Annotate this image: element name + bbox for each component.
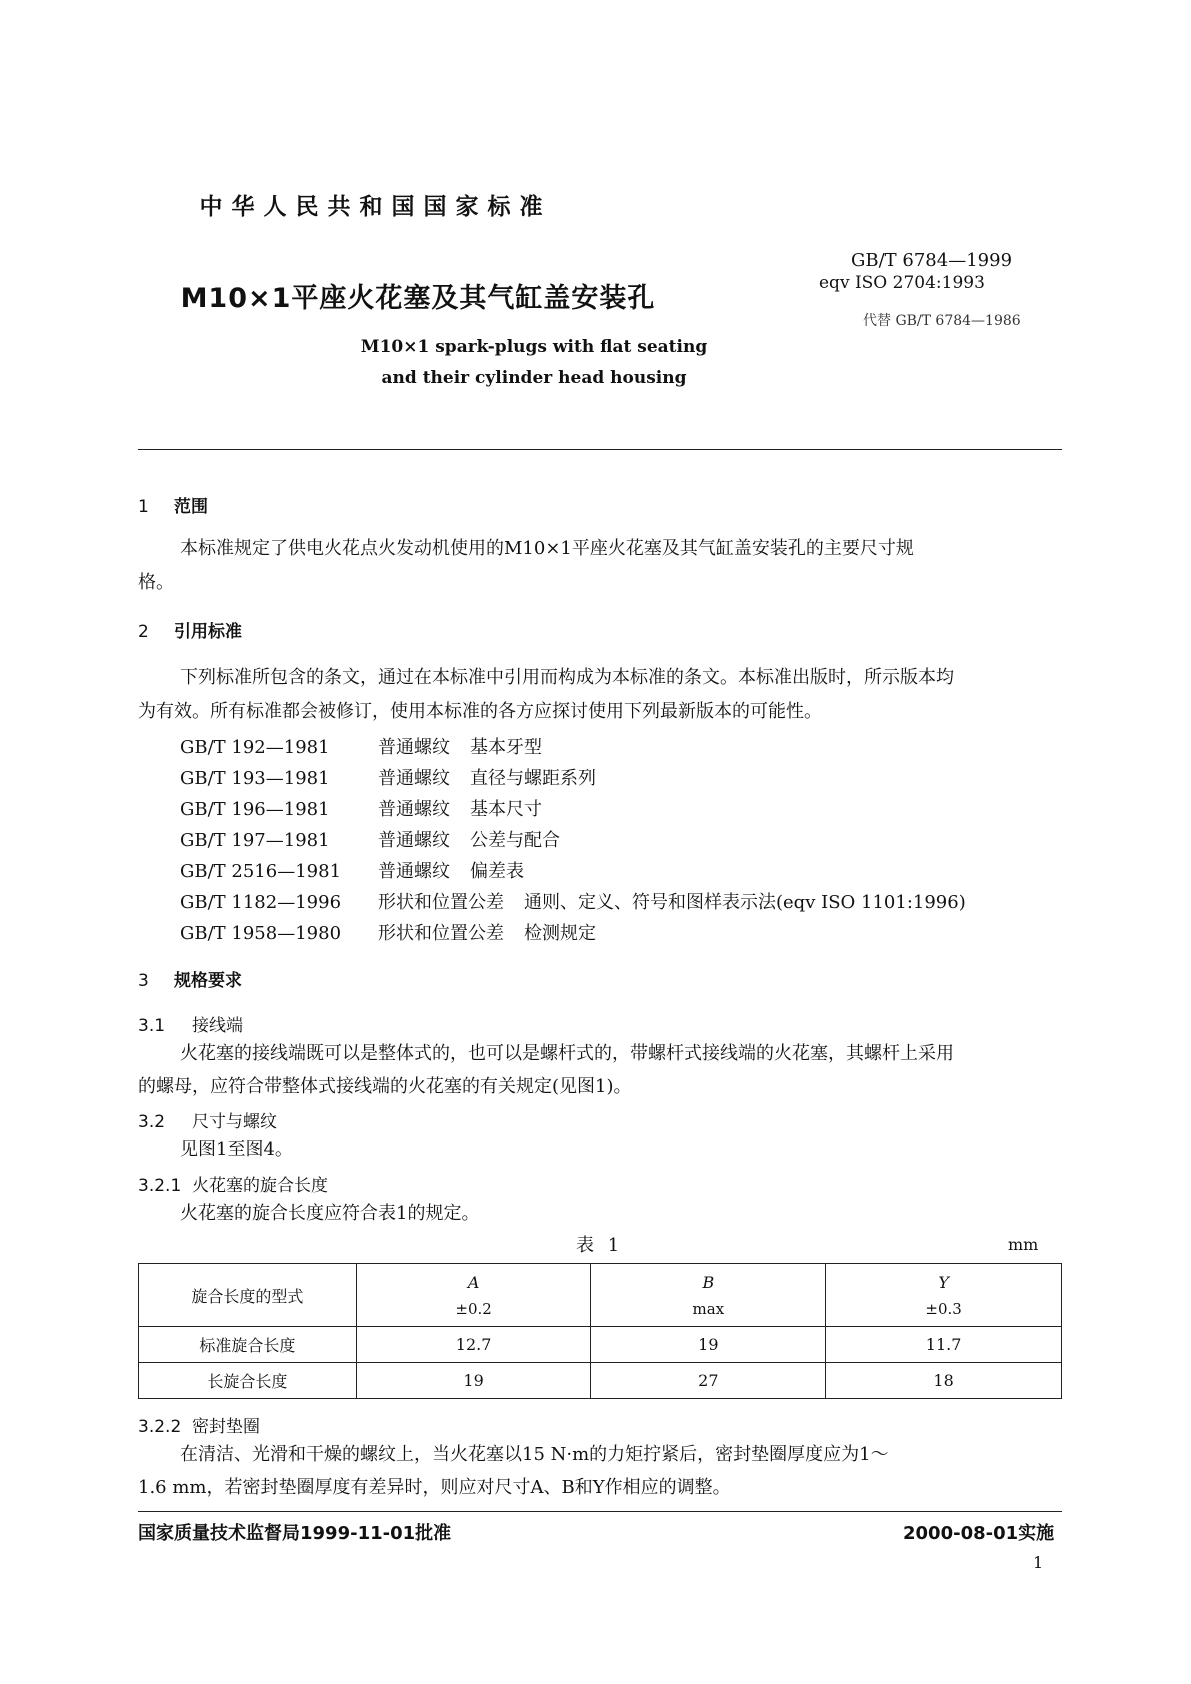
reference-item bbox=[180, 919, 596, 945]
reference-code: GB/T 2516—1981 bbox=[180, 861, 342, 882]
table-1-title: 表 1 bbox=[576, 1235, 624, 1256]
reference-item bbox=[180, 857, 524, 883]
document-title-en-line1: M10×1 spark-plugs with flat seating bbox=[360, 337, 708, 357]
column-tolerance: max bbox=[692, 1299, 725, 1318]
section-1-heading bbox=[138, 492, 208, 517]
subsection-number: 3.2.1 bbox=[138, 1176, 182, 1196]
national-standard-heading: 中华人民共和国国家标准 bbox=[199, 194, 552, 220]
table-header-row bbox=[139, 1264, 1062, 1327]
cell-a: 19 bbox=[356, 1363, 591, 1399]
subsection-3-2-1-heading bbox=[138, 1171, 328, 1196]
reference-code: GB/T 193—1981 bbox=[180, 768, 330, 789]
reference-title: 普通螺纹 bbox=[378, 768, 450, 789]
subsection-title: 密封垫圈 bbox=[192, 1417, 260, 1437]
reference-item bbox=[180, 795, 542, 821]
subsection-number: 3.1 bbox=[138, 1016, 166, 1036]
section-title: 规格要求 bbox=[174, 971, 242, 991]
section-2-paragraph-line1: 下列标准所包含的条文，通过在本标准中引用而构成为本标准的条文。本标准出版时，所示版本均 bbox=[180, 667, 954, 688]
section-3-heading bbox=[138, 966, 242, 991]
column-variable: A bbox=[467, 1272, 480, 1292]
equivalent-standard: eqv ISO 2704:1993 bbox=[819, 273, 985, 293]
column-variable: B bbox=[702, 1272, 715, 1292]
section-2-heading bbox=[138, 617, 242, 642]
reference-code: GB/T 196—1981 bbox=[180, 799, 330, 820]
cell-a: 12.7 bbox=[356, 1327, 591, 1363]
section-1-paragraph-line1: 本标准规定了供电火花点火发动机使用的M10×1平座火花塞及其气缸盖安装孔的主要尺寸规 bbox=[180, 538, 914, 559]
implementation-date: 2000-08-01实施 bbox=[903, 1523, 1055, 1544]
subsection-3-1-line1: 火花塞的接线端既可以是整体式的，也可以是螺杆式的，带螺杆式接线端的火花塞，其螺杆上采用 bbox=[180, 1043, 954, 1064]
cell-y: 11.7 bbox=[826, 1327, 1062, 1363]
subsection-3-2-line1: 见图1至图4。 bbox=[180, 1139, 293, 1160]
subsection-number: 3.2.2 bbox=[138, 1417, 182, 1437]
page-number: 1 bbox=[1033, 1553, 1044, 1572]
header-cell-b bbox=[591, 1264, 826, 1327]
section-2-paragraph-line2: 为有效。所有标准都会被修订，使用本标准的各方应探讨使用下列最新版本的可能性。 bbox=[138, 701, 822, 722]
reference-title: 形状和位置公差 bbox=[378, 892, 504, 913]
reference-code: GB/T 1958—1980 bbox=[180, 923, 342, 944]
cell-b: 27 bbox=[591, 1363, 826, 1399]
section-title: 引用标准 bbox=[174, 622, 242, 642]
section-number: 3 bbox=[138, 971, 149, 991]
reference-code: GB/T 197—1981 bbox=[180, 830, 330, 851]
reference-subtitle: 基本尺寸 bbox=[470, 799, 542, 820]
standard-number: GB/T 6784—1999 bbox=[851, 250, 1013, 271]
row-label: 长旋合长度 bbox=[139, 1363, 357, 1399]
reference-item bbox=[180, 764, 596, 790]
row-label: 标准旋合长度 bbox=[139, 1327, 357, 1363]
section-number: 2 bbox=[138, 622, 149, 642]
subsection-number: 3.2 bbox=[138, 1112, 166, 1132]
section-title: 范围 bbox=[174, 497, 208, 517]
subsection-3-2-2-line2: 1.6 mm，若密封垫圈厚度有差异时，则应对尺寸A、B和Y作相应的调整。 bbox=[138, 1477, 731, 1498]
header-cell-a bbox=[356, 1264, 591, 1327]
cell-b: 19 bbox=[591, 1327, 826, 1363]
column-tolerance: ±0.3 bbox=[925, 1299, 962, 1318]
table-row bbox=[139, 1363, 1062, 1399]
section-number: 1 bbox=[138, 497, 149, 517]
subsection-3-2-2-heading bbox=[138, 1412, 260, 1437]
approval-note: 国家质量技术监督局1999-11-01批准 bbox=[138, 1523, 452, 1544]
section-1-paragraph-line2: 格。 bbox=[138, 572, 174, 593]
replaced-standard: 代替 GB/T 6784—1986 bbox=[863, 313, 1021, 329]
reference-subtitle: 检测规定 bbox=[524, 923, 596, 944]
reference-title: 普通螺纹 bbox=[378, 737, 450, 758]
footer-divider bbox=[138, 1511, 1062, 1512]
column-tolerance: ±0.2 bbox=[455, 1299, 492, 1318]
header-divider bbox=[138, 449, 1062, 450]
cell-y: 18 bbox=[826, 1363, 1062, 1399]
subsection-title: 尺寸与螺纹 bbox=[192, 1112, 277, 1132]
reference-subtitle: 基本牙型 bbox=[470, 737, 542, 758]
table-1-unit: mm bbox=[1008, 1235, 1039, 1254]
reference-code: GB/T 192—1981 bbox=[180, 737, 330, 758]
reference-title: 普通螺纹 bbox=[378, 861, 450, 882]
subsection-3-1-heading bbox=[138, 1011, 243, 1036]
reference-title: 普通螺纹 bbox=[378, 799, 450, 820]
document-title-en-line2: and their cylinder head housing bbox=[381, 368, 687, 388]
subsection-title: 火花塞的旋合长度 bbox=[192, 1176, 328, 1196]
reference-code: GB/T 1182—1996 bbox=[180, 892, 342, 913]
subsection-3-1-line2: 的螺母，应符合带整体式接线端的火花塞的有关规定(见图1)。 bbox=[138, 1076, 632, 1097]
subsection-title: 接线端 bbox=[192, 1016, 243, 1036]
header-cell-type: 旋合长度的型式 bbox=[139, 1264, 357, 1327]
table-row bbox=[139, 1327, 1062, 1363]
header-cell-y bbox=[826, 1264, 1062, 1327]
reference-subtitle: 直径与螺距系列 bbox=[470, 768, 596, 789]
reference-subtitle: 偏差表 bbox=[470, 861, 524, 882]
document-title-cn: M10×1平座火花塞及其气缸盖安装孔 bbox=[180, 283, 656, 314]
column-variable: Y bbox=[938, 1272, 949, 1292]
subsection-3-2-1-line1: 火花塞的旋合长度应符合表1的规定。 bbox=[180, 1203, 480, 1224]
reference-item bbox=[180, 826, 560, 852]
table-1 bbox=[138, 1263, 1062, 1399]
reference-subtitle: 公差与配合 bbox=[470, 830, 560, 851]
reference-item bbox=[180, 888, 966, 914]
reference-title: 形状和位置公差 bbox=[378, 923, 504, 944]
reference-title: 普通螺纹 bbox=[378, 830, 450, 851]
subsection-3-2-2-line1: 在清洁、光滑和干燥的螺纹上，当火花塞以15 N·m的力矩拧紧后，密封垫圈厚度应为1～ bbox=[180, 1444, 889, 1465]
reference-subtitle: 通则、定义、符号和图样表示法(eqv ISO 1101:1996) bbox=[524, 892, 966, 913]
subsection-3-2-heading bbox=[138, 1107, 277, 1132]
reference-item bbox=[180, 733, 542, 759]
